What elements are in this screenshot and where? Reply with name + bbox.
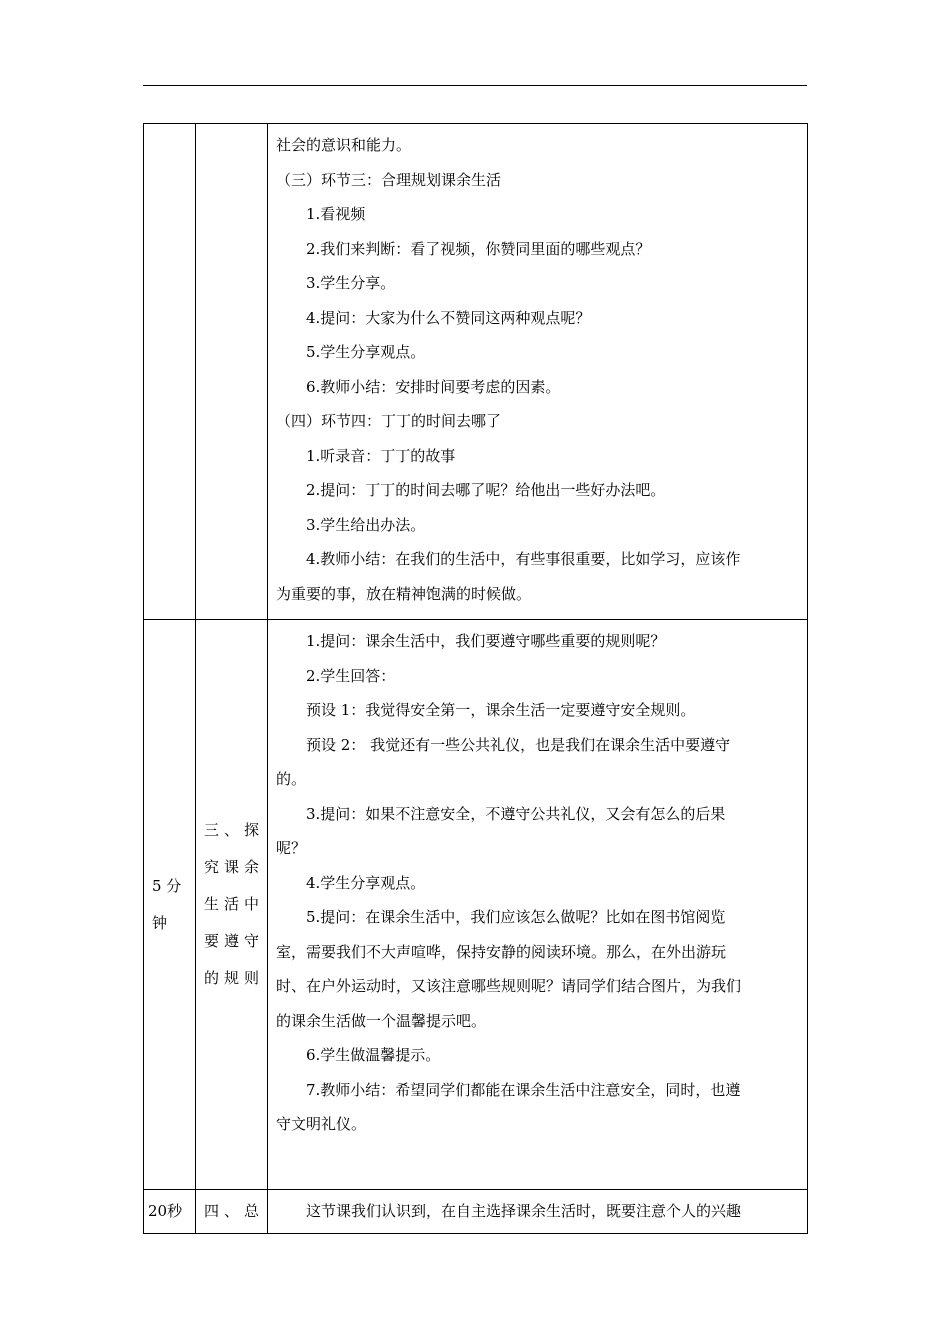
- text-line: 4.学生分享观点。: [306, 873, 426, 892]
- text-line: 2.我们来判断：看了视频，你赞同里面的哪些观点？: [306, 239, 651, 258]
- text-line: 6.学生做温馨提示。: [306, 1046, 441, 1064]
- header-rule: [143, 85, 807, 86]
- text-line: 3.提问：如果不注意安全，不遵守公共礼仪，又会有怎么的后果: [306, 804, 726, 823]
- time-cell: [144, 1190, 196, 1234]
- text-line: 1.看视频: [306, 205, 366, 223]
- table-row: [144, 620, 808, 1190]
- time-label: 5 分钟: [152, 876, 182, 932]
- text-line: 4.提问：大家为什么不赞同这两种观点呢？: [306, 308, 591, 327]
- text-line: 5.提问：在课余生活中，我们应该怎么做呢？比如在图书馆阅览: [306, 908, 726, 926]
- segment-cell: [196, 620, 268, 1190]
- time-cell: [144, 620, 196, 1190]
- text-line: 2.学生回答：: [306, 666, 396, 685]
- text-line: （四）环节四：丁丁的时间去哪了: [276, 412, 502, 430]
- text-line: 预设 1：我觉得安全第一，课余生活一定要遵守安全规则。: [306, 701, 696, 719]
- text-line: 的。: [276, 770, 307, 788]
- text-line: 5.学生分享观点。: [306, 343, 426, 361]
- text-line: 4.教师小结：在我们的生活中，有些事很重要，比如学习，应该作: [306, 550, 741, 568]
- table-row: [144, 1190, 808, 1234]
- text-line: 1.提问：课余生活中，我们要遵守哪些重要的规则呢？: [306, 632, 666, 650]
- content-cell: [268, 124, 808, 620]
- text-line: 守文明礼仪。: [276, 1115, 367, 1133]
- text-line: （三）环节三：合理规划课余生活: [276, 170, 502, 189]
- segment-cell: [196, 124, 268, 620]
- segment-title: 四、总: [204, 1202, 259, 1220]
- text-line: 时、在户外运动时，又该注意哪些规则呢？请同学们结合图片，为我们: [276, 977, 742, 995]
- text-line: 室，需要我们不大声喧哗，保持安静的阅读环境。那么，在外出游玩: [276, 942, 727, 961]
- text-line: 3.学生给出办法。: [306, 515, 426, 534]
- text-line: 的课余生活做一个温馨提示吧。: [276, 1011, 487, 1030]
- segment-cell: [196, 1190, 268, 1234]
- text-line: 这节课我们认识到，在自主选择课余生活时，既要注意个人的兴趣: [306, 1202, 742, 1220]
- content-cell: [268, 620, 808, 1190]
- lesson-plan-table: [143, 123, 808, 1234]
- time-cell: [144, 124, 196, 620]
- text-line: 为重要的事，放在精神饱满的时候做。: [276, 584, 532, 603]
- table-row: [144, 124, 808, 620]
- text-line: 社会的意识和能力。: [276, 136, 412, 154]
- text-line: 1.听录音：丁丁的故事: [306, 446, 456, 465]
- text-line: 2.提问：丁丁的时间去哪了呢？给他出一些好办法吧。: [306, 481, 666, 499]
- content-cell: [268, 1190, 808, 1234]
- segment-title: 三、探究课余生活中要遵守的规则: [204, 821, 259, 987]
- time-label: 20秒: [148, 1202, 183, 1220]
- text-line: 3.学生分享。: [306, 274, 396, 292]
- text-line: 呢？: [276, 839, 307, 857]
- text-line: 7.教师小结：希望同学们都能在课余生活中注意安全，同时，也遵: [306, 1080, 741, 1099]
- text-line: 预设 2： 我觉还有一些公共礼仪，也是我们在课余生活中要遵守: [306, 735, 731, 754]
- text-line: 6.教师小结：安排时间要考虑的因素。: [306, 377, 561, 396]
